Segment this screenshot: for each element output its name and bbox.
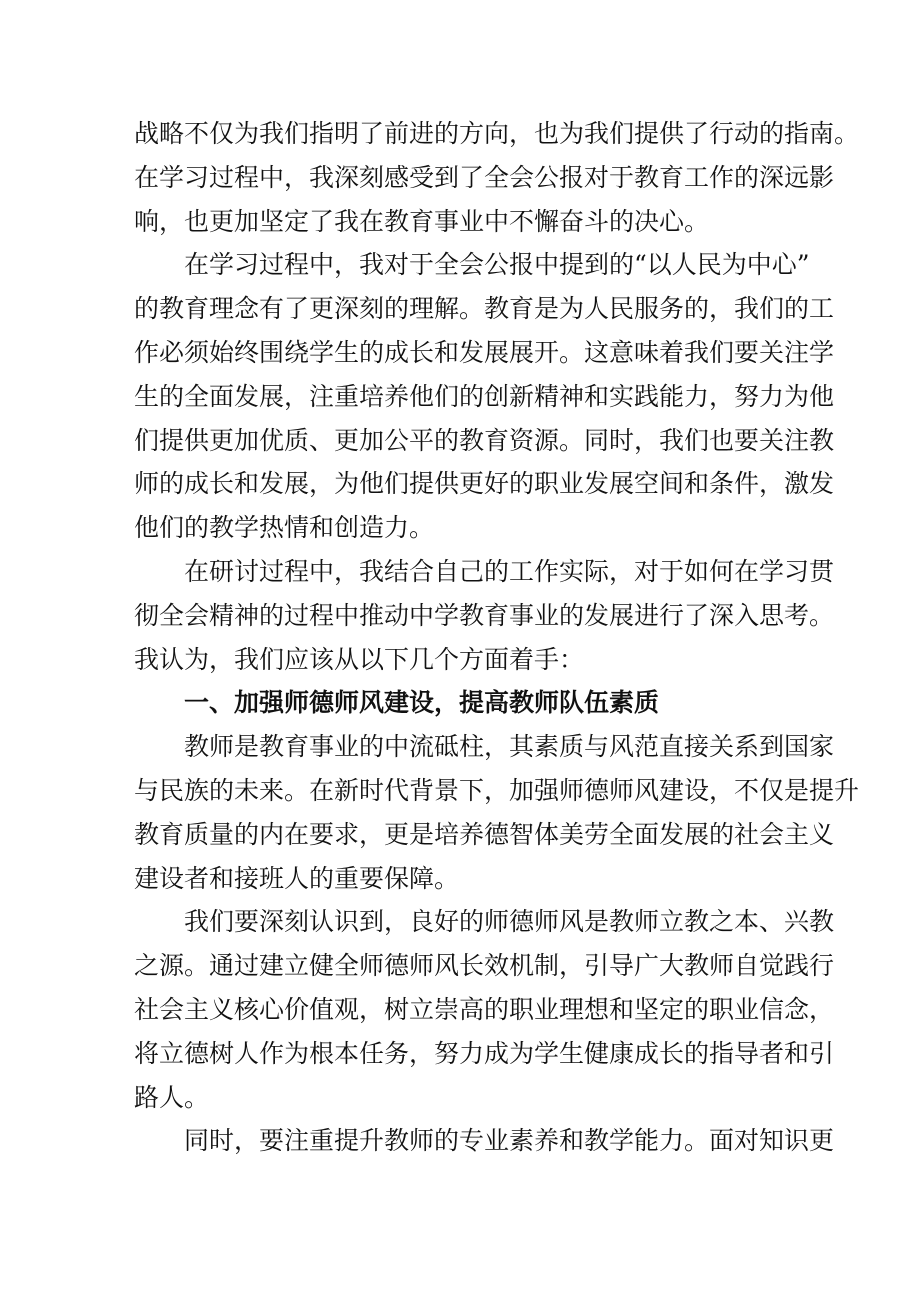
text-line: 我认为，我们应该从以下几个方面着手： [134,644,585,674]
text-line: 路人。 [134,1082,210,1112]
text-line: 彻全会精神的过程中推动中学教育事业的发展进行了深入思考。 [134,600,835,630]
text-line: 的教育理念有了更深刻的理解。教育是为人民服务的，我们的工 [134,294,835,324]
text-line: 教育质量的内在要求，更是培养德智体美劳全面发展的社会主义 [134,819,835,849]
paragraph [134,900,835,1119]
text-line: 响，也更加坚定了我在教育事业中不懈奋斗的决心。 [134,206,710,236]
text-line: 我们要深刻认识到，良好的师德师风是教师立教之本、兴教 [184,907,835,937]
paragraph [134,550,835,681]
document-body [134,112,860,1163]
text-line: 在学习过程中，我对于全会公报中提到的“以人民为中心” [184,250,810,280]
text-line: 与民族的未来。在新时代背景下，加强师德师风建设，不仅是提升 [134,775,860,805]
text-line: 在研讨过程中，我结合自己的工作实际，对于如何在学习贯 [184,556,835,586]
paragraph [134,112,860,243]
paragraph [134,1119,835,1163]
text-line: 师的成长和发展，为他们提供更好的职业发展空间和条件，激发 [134,469,835,499]
text-line: 在学习过程中，我深刻感受到了全会公报对于教育工作的深远影 [134,162,835,192]
text-line: 作必须始终围绕学生的成长和发展展开。这意味着我们要关注学 [134,337,835,367]
text-line: 们提供更加优质、更加公平的教育资源。同时，我们也要关注教 [134,425,835,455]
text-line: 一、加强师德师风建设，提高教师队伍素质 [184,688,660,718]
text-line: 生的全面发展，注重培养他们的创新精神和实践能力，努力为他 [134,381,835,411]
text-line: 社会主义核心价值观，树立崇高的职业理想和坚定的职业信念， [134,994,835,1024]
text-line: 战略不仅为我们指明了前进的方向，也为我们提供了行动的指南。 [134,119,860,148]
text-line: 他们的教学热情和创造力。 [134,513,435,543]
text-line: 之源。通过建立健全师德师风长效机制，引导广大教师自觉践行 [134,951,835,981]
text-line: 教师是教育事业的中流砥柱，其素质与风范直接关系到国家 [184,732,835,762]
paragraph [134,243,835,550]
text-line: 将立德树人作为根本任务，努力成为学生健康成长的指导者和引 [134,1038,835,1068]
text-line: 建设者和接班人的重要保障。 [134,863,460,893]
text-line: 同时，要注重提升教师的专业素养和教学能力。面对知识更 [184,1126,835,1156]
section-heading [134,681,786,725]
paragraph [134,725,860,900]
